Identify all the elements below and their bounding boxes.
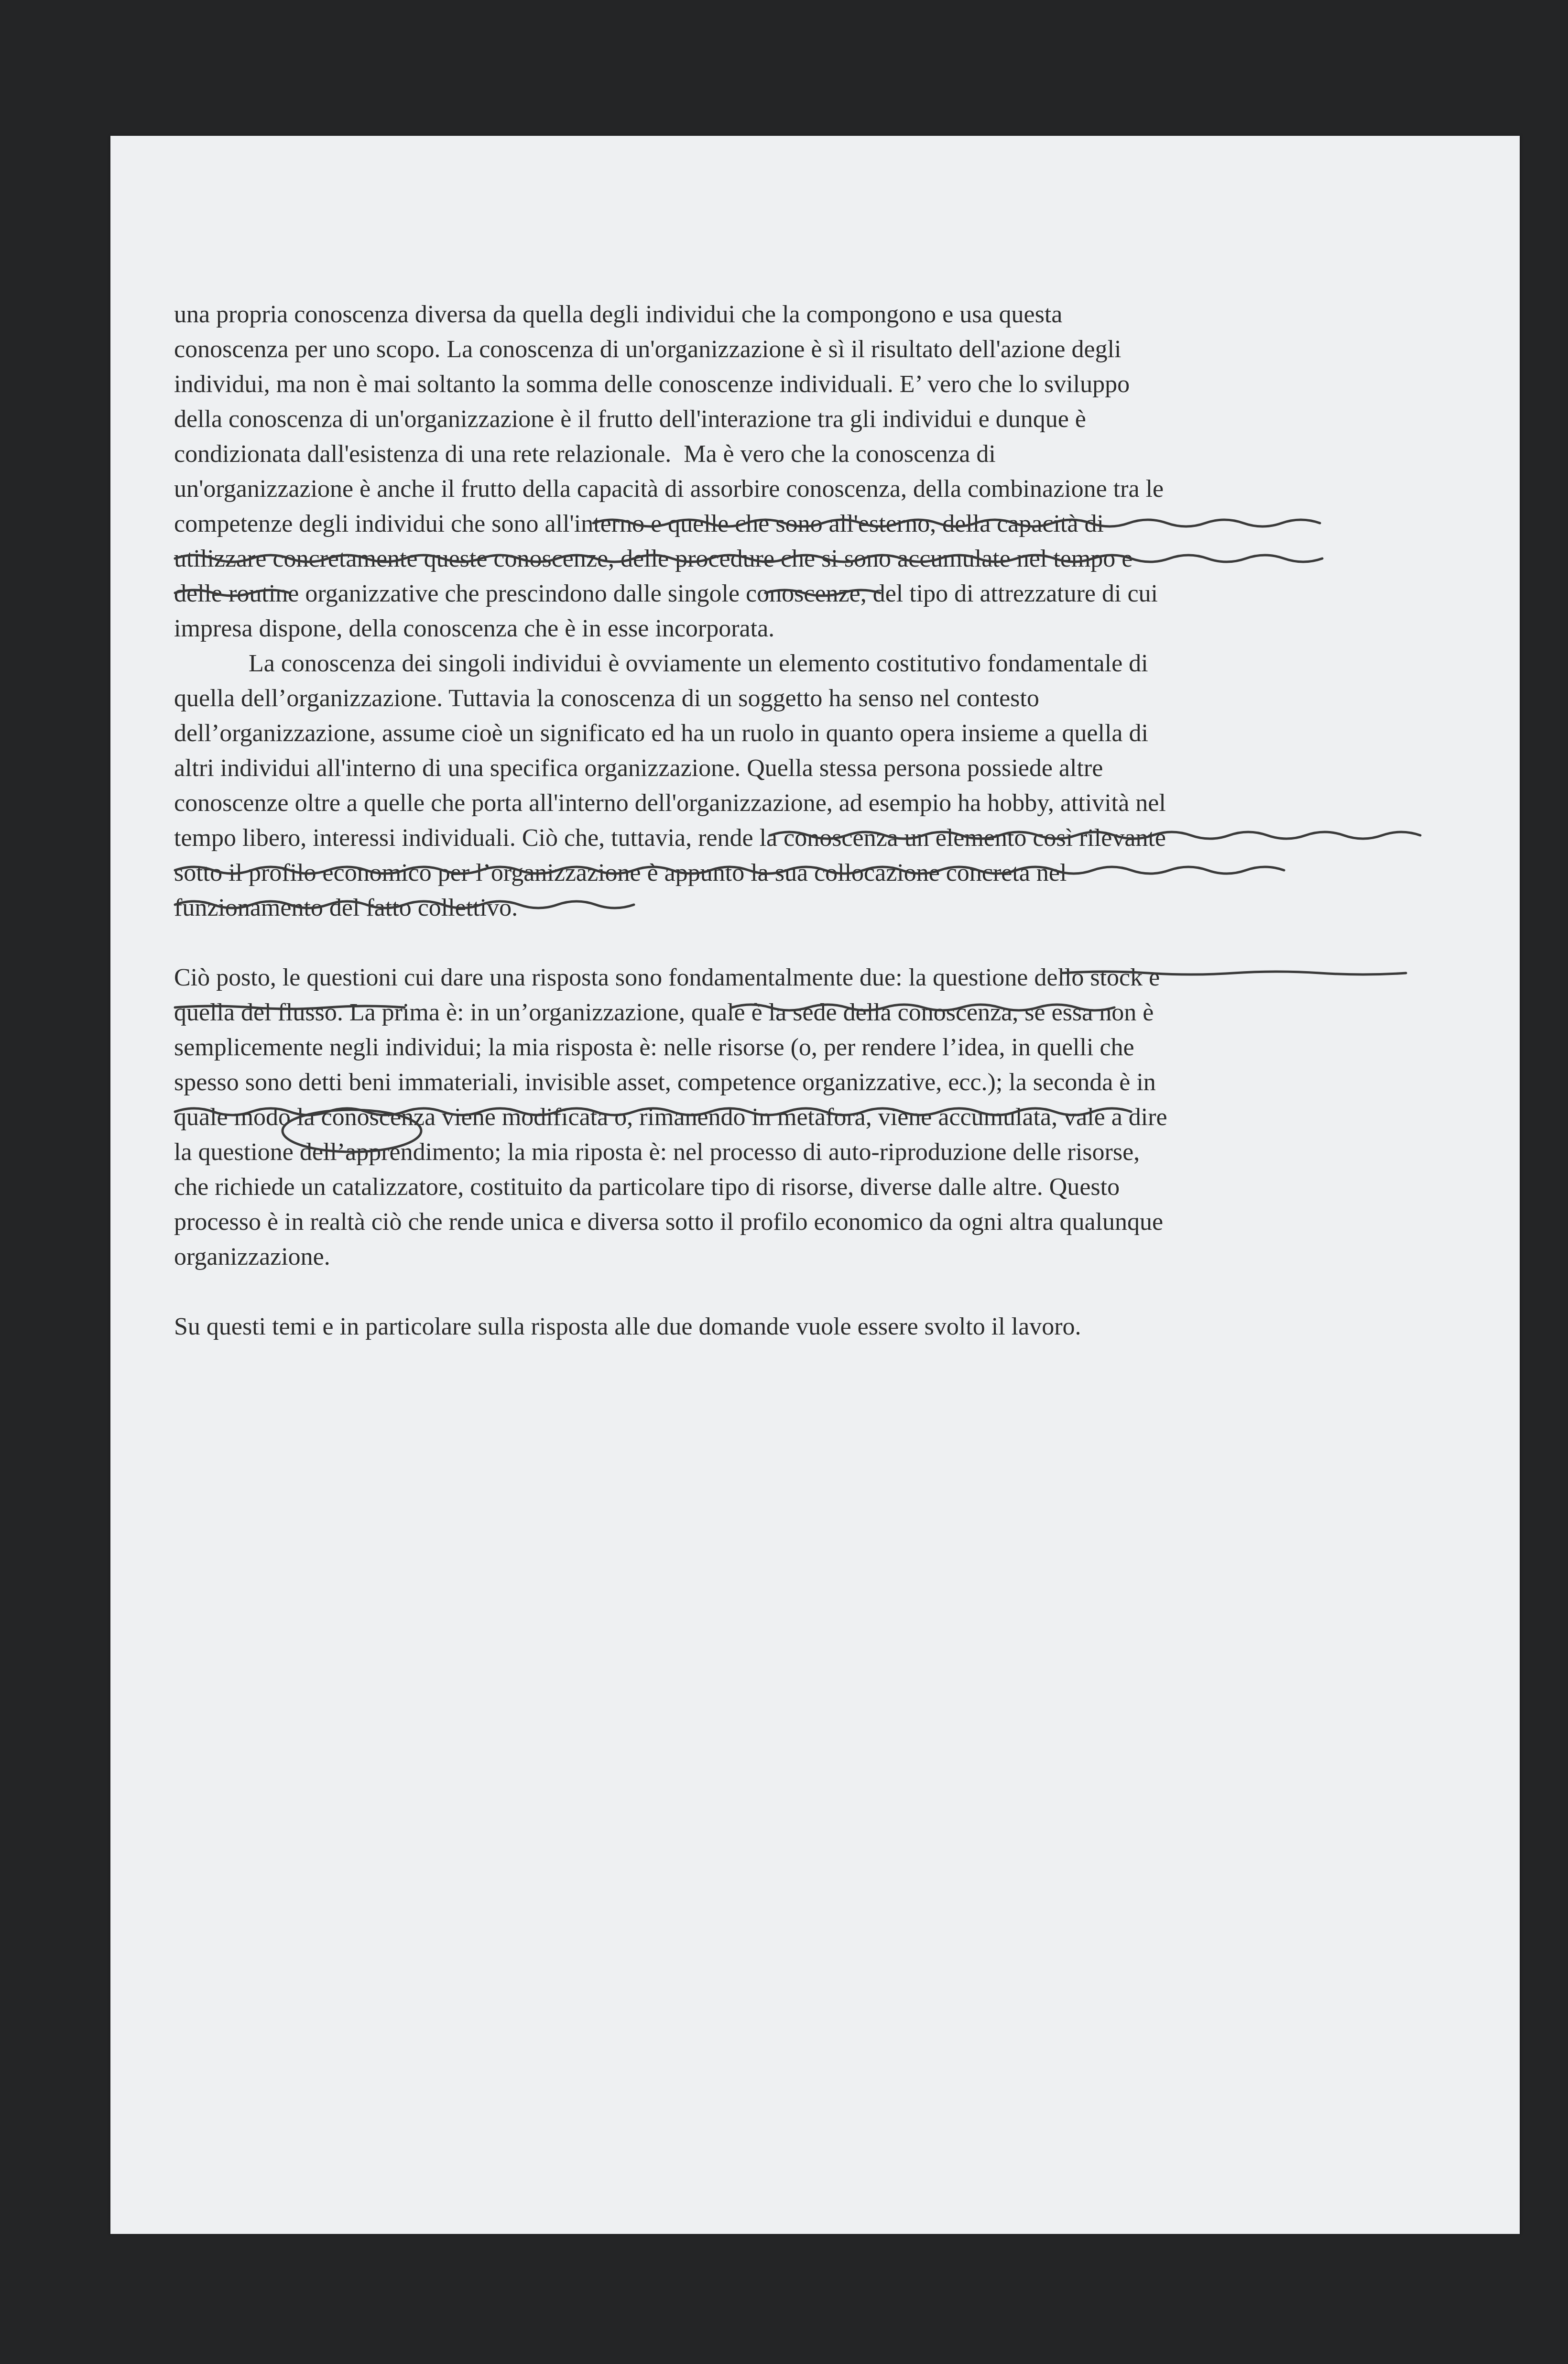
text-line: La conoscenza dei singoli individui è ovviamente un elemento costitutivo fondamentale di (174, 650, 1148, 677)
text-line: processo è in realtà ciò che rende unica e diversa sotto il profilo economico da ogni altra qualunque (174, 1208, 1164, 1236)
text-line: che richiede un catalizzatore, costituito da particolare tipo di risorse, diverse dalle altre. Questo (174, 1173, 1120, 1201)
text-line: semplicemente negli individui; la mia risposta è: nelle risorse (o, per rendere l’idea, in quelli che (174, 1034, 1134, 1061)
text-line: dell’organizzazione, assume cioè un significato ed ha un ruolo in quanto opera insieme a quella di (174, 720, 1148, 747)
text-line: quale modo la conoscenza viene modificata o, rimanendo in metafora, viene accumulata, vale a dire (174, 1104, 1167, 1131)
text-line: Ciò posto, le questioni cui dare una risposta sono fondamentalmente due: la questione dello stock e (174, 964, 1160, 991)
text-line: la questione dell’apprendimento; la mia riposta è: nel processo di auto-riproduzione delle risorse, (174, 1138, 1140, 1166)
text-line: impresa dispone, della conoscenza che è in esse incorporata. (174, 615, 775, 642)
text-line: tempo libero, interessi individuali. Ciò che, tuttavia, rende la conoscenza un elemento così rilevante (174, 824, 1166, 852)
text-line: della conoscenza di un'organizzazione è il frutto dell'interazione tra gli individui e dunque è (174, 405, 1086, 433)
text-line: una propria conoscenza diversa da quella degli individui che la compongono e usa questa (174, 301, 1063, 328)
text-line: un'organizzazione è anche il frutto della capacità di assorbire conoscenza, della combinazione tra le (174, 475, 1164, 503)
text-line: condizionata dall'esistenza di una rete relazionale. Ma è vero che la conoscenza di (174, 440, 996, 468)
text-line: spesso sono detti beni immateriali, invisible asset, competence organizzative, ecc.); la seconda è in (174, 1069, 1156, 1096)
text-line: delle routine organizzative che prescindono dalle singole conoscenze, del tipo di attrezzature di cui (174, 580, 1158, 607)
paragraph-gap (174, 925, 1441, 960)
text-line: conoscenza per uno scopo. La conoscenza di un'organizzazione è sì il risultato dell'azione degli (174, 336, 1122, 363)
paragraph-gap (174, 1274, 1441, 1309)
text-line: organizzazione. (174, 1243, 330, 1270)
text-line: utilizzare concretamente queste conoscenze, delle procedure che si sono accumulate nel tempo e (174, 545, 1133, 572)
text-line: individui, ma non è mai soltanto la somma delle conoscenze individuali. E’ vero che lo sviluppo (174, 371, 1130, 398)
text-line: conoscenze oltre a quelle che porta all'interno dell'organizzazione, ad esempio ha hobby, attività nel (174, 789, 1166, 817)
text-line: quella del flusso. La prima è: in un’organizzazione, quale è la sede della conoscenza, se essa non è (174, 999, 1154, 1026)
document-body (174, 297, 1441, 1344)
text-line: altri individui all'interno di una specifica organizzazione. Quella stessa persona possiede altre (174, 755, 1103, 782)
paper-sheet (110, 136, 1520, 2234)
text-line: funzionamento del fatto collettivo. (174, 894, 518, 921)
text-line: competenze degli individui che sono all'interno e quelle che sono all'esterno, della capacità di (174, 510, 1104, 537)
text-line: quella dell’organizzazione. Tuttavia la conoscenza di un soggetto ha senso nel contesto (174, 685, 1039, 712)
text-line: sotto il profilo economico per l’organizzazione è appunto la sua collocazione concreta nel (174, 859, 1067, 886)
text-line: Su questi temi e in particolare sulla risposta alle due domande vuole essere svolto il lavoro. (174, 1313, 1081, 1340)
